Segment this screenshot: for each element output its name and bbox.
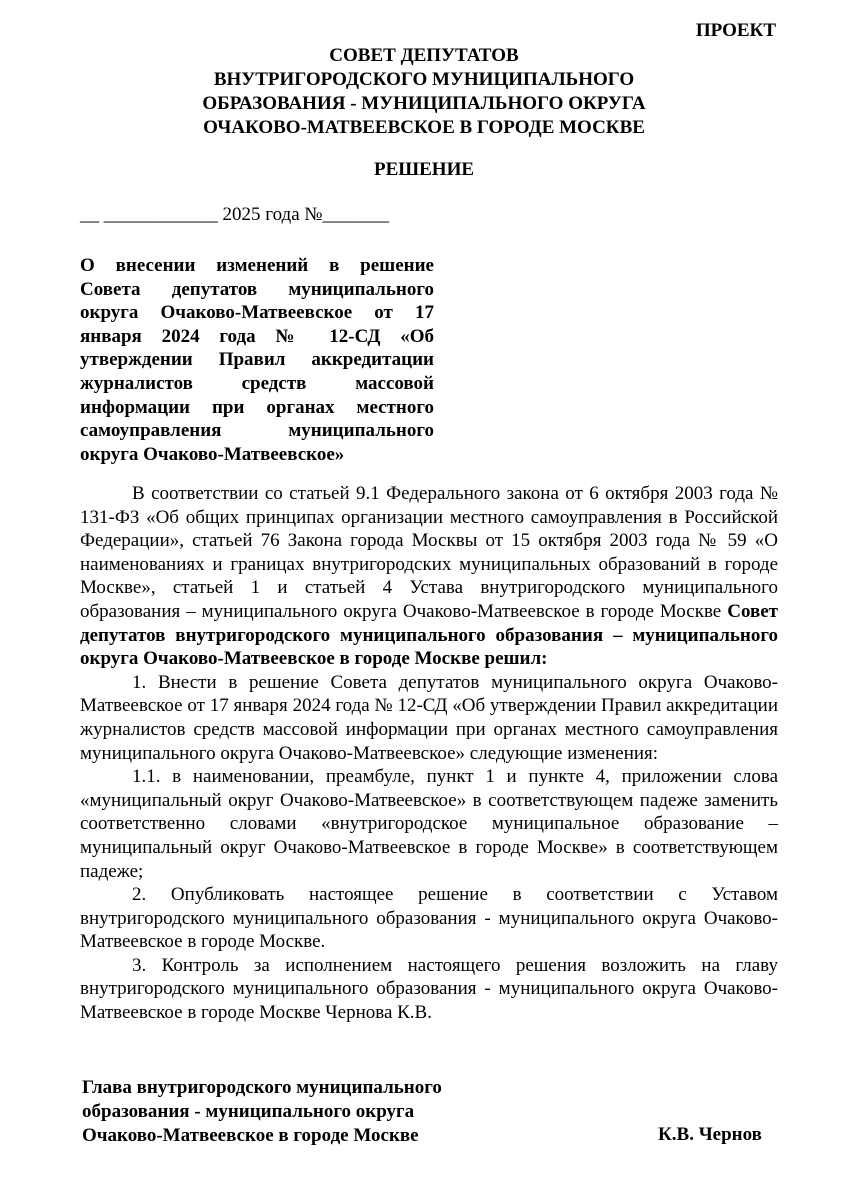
resolved-statement: Совет депутатов внутригородского муниципального образования – муниципального округа Очаково-Матвеевское в городе Москве решил: <box>80 600 778 670</box>
decision-subject: О внесении изменений в решение Совета депутатов муниципального округа Очаково-Матвеевское от 17 января 2024 года № 12-СД «Об утверждении Правил аккредитации журналистов средств массовой информации при органах местного самоуправления муниципального округа Очаково-Матвеевское» <box>80 255 434 465</box>
item-2: 2. Опубликовать настоящее решение в соответствии с Уставом внутригородского муниципального образования - муниципального округа Очаково-Матвеевское в городе Москве. <box>80 884 778 953</box>
item-1-1: 1.1. в наименовании, преамбуле, пункт 1 и пункте 4, приложении слова «муниципальный округ Очаково-Матвеевское» в соответствующем падеже заменить соответственно словами «внутригородское муниципальное образование – муниципальный округ Очаково-Матвеевское в городе Москве» в соответствующем падеже; <box>80 766 778 882</box>
header-line-2: ВНУТРИГОРОДСКОГО МУНИЦИПАЛЬНОГО <box>213 69 635 90</box>
preamble-paragraph <box>80 482 778 671</box>
header-line-1: СОВЕТ ДЕПУТАТОВ <box>329 45 519 66</box>
signature-line-3: Очаково-Матвеевское в городе Москве <box>82 1125 419 1146</box>
header-line-4: ОЧАКОВО-МАТВЕЕВСКОЕ В ГОРОДЕ МОСКВЕ <box>203 117 645 138</box>
draft-label: ПРОЕКТ <box>695 20 776 41</box>
document-header <box>0 44 848 140</box>
preamble-text: В соответствии со статьей 9.1 Федерального закона от 6 октября 2003 года № 131-ФЗ «Об общих принципах организации местного самоуправления в Российской Федерации», статьей 76 Закона города Москвы от 15 октября 2003 года № 59 «О наименованиях и границах внутригородских муниципальных образований в городе Москве», статьей 1 и статьей 4 Устава внутригородского муниципального образования – муниципального округа Очаково-Матвеевское в городе Москве <box>80 483 778 622</box>
decision-body <box>80 482 778 1025</box>
signature-line-1: Глава внутригородского муниципального <box>82 1077 442 1098</box>
item-1: 1. Внести в решение Совета депутатов муниципального округа Очаково-Матвеевское от 17 января 2024 года № 12-СД «Об утверждении Правил аккредитации журналистов средств массовой информации при органах местного самоуправления муниципального округа Очаково-Матвеевское» следующие изменения: <box>80 671 778 764</box>
header-line-3: ОБРАЗОВАНИЯ - МУНИЦИПАЛЬНОГО ОКРУГА <box>202 93 646 114</box>
decision-title: РЕШЕНИЕ <box>373 159 475 180</box>
signer-name: К.В. Чернов <box>658 1124 762 1145</box>
signature-line-2: образования - муниципального округа <box>82 1101 415 1122</box>
item-3: 3. Контроль за исполнением настоящего решения возложить на главу внутригородского муниципального образования - муниципального округа Очаково-Матвеевское в городе Москве Чернова К.В. <box>80 954 778 1024</box>
signature-block <box>82 1076 442 1148</box>
date-number-line: __ ____________ 2025 года №_______ <box>80 204 390 225</box>
